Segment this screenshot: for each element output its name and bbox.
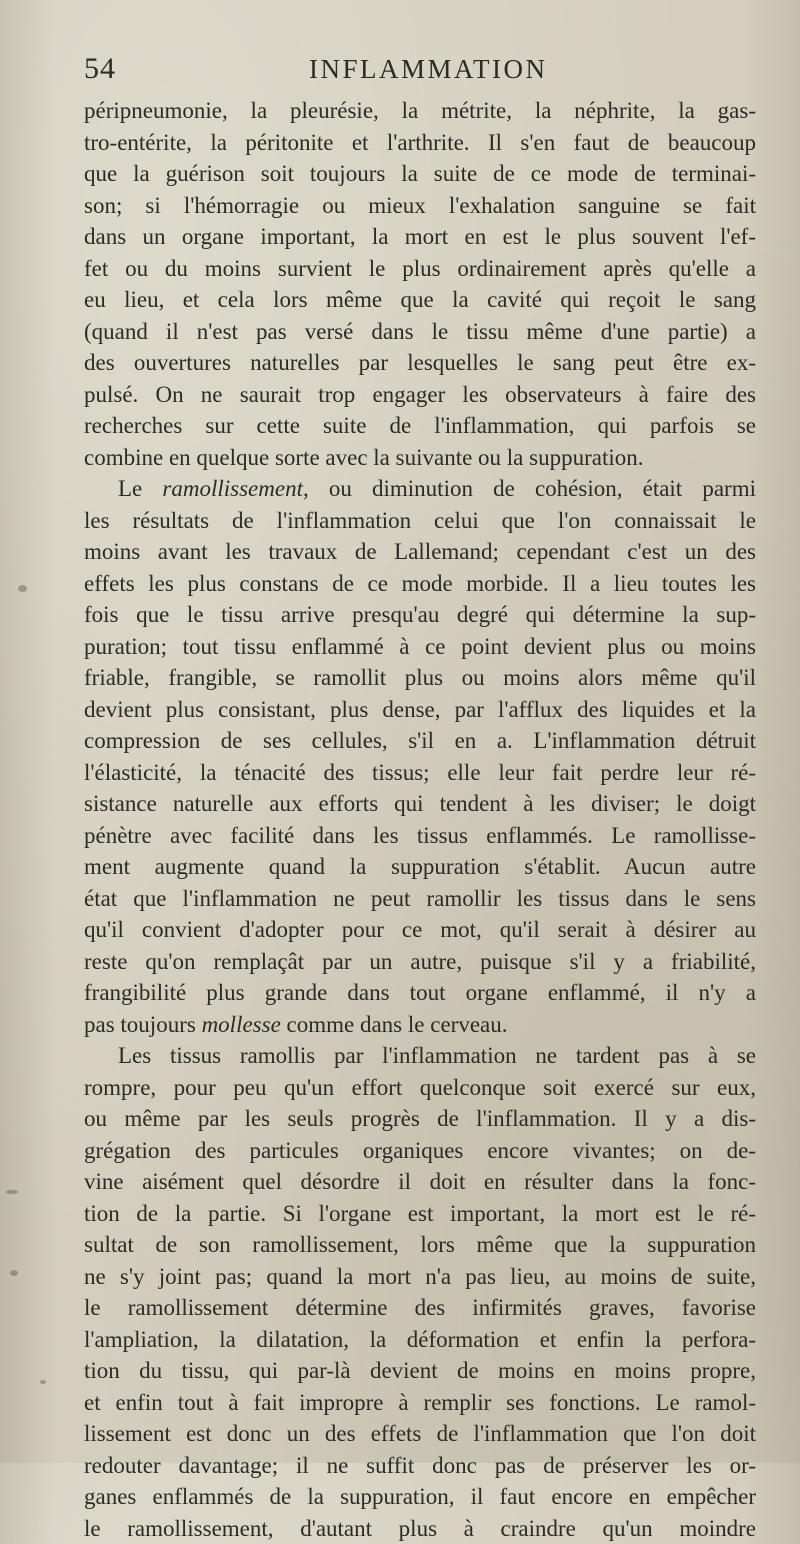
text-line: friable, frangible, se ramollit plus ou moins alors même qu'il: [84, 662, 756, 694]
text-line: effets les plus constans de ce mode morbide. Il a lieu toutes les: [84, 568, 756, 600]
text-line: lissement est donc un des effets de l'inflammation que l'on doit: [84, 1418, 756, 1450]
paper-stain: [6, 1190, 18, 1194]
text-line: sultat de son ramollissement, lors même que la suppuration: [84, 1229, 756, 1261]
text-line: eu lieu, et cela lors même que la cavité qui reçoit le sang: [84, 284, 756, 316]
text-line: tion de la partie. Si l'organe est important, la mort est le ré-: [84, 1198, 756, 1230]
body-text: [84, 95, 756, 1544]
text-line: redouter davantage; il ne suffit donc pas de préserver les or-: [84, 1450, 756, 1482]
paper-stain: [10, 1270, 18, 1276]
text-line: tion du tissu, qui par-là devient de moins en moins propre,: [84, 1355, 756, 1387]
text-line: compression de ses cellules, s'il en a. L'inflammation détruit: [84, 725, 756, 757]
text-line: ganes enflammés de la suppuration, il faut encore en empêcher: [84, 1481, 756, 1513]
text-line: son; si l'hémorragie ou mieux l'exhalation sanguine se fait: [84, 190, 756, 222]
page-number: 54: [84, 52, 116, 86]
text-line: dans un organe important, la mort en est le plus souvent l'ef-: [84, 221, 756, 253]
text-line: Les tissus ramollis par l'inflammation ne tardent pas à se: [84, 1040, 756, 1072]
text-line: grégation des particules organiques encore vivantes; on de-: [84, 1135, 756, 1167]
text-line: le ramollissement, d'autant plus à craindre qu'un moindre: [84, 1513, 756, 1544]
text-line: recherches sur cette suite de l'inflammation, qui parfois se: [84, 410, 756, 442]
text-line: ment augmente quand la suppuration s'établit. Aucun autre: [84, 851, 756, 883]
italic-word: ramollissement: [162, 476, 303, 501]
text-line: le ramollissement détermine des infirmités graves, favorise: [84, 1292, 756, 1324]
text-line: l'élasticité, la ténacité des tissus; elle leur fait perdre leur ré-: [84, 757, 756, 789]
text-line: combine en quelque sorte avec la suivante ou la suppuration.: [84, 442, 756, 474]
text-line: ne s'y joint pas; quand la mort n'a pas lieu, au moins de suite,: [84, 1261, 756, 1293]
text-line: état que l'inflammation ne peut ramollir les tissus dans le sens: [84, 883, 756, 915]
text-line: qu'il convient d'adopter pour ce mot, qu'il serait à désirer au: [84, 914, 756, 946]
text-line: ou même par les seuls progrès de l'inflammation. Il y a dis-: [84, 1103, 756, 1135]
text-line: fet ou du moins survient le plus ordinairement après qu'elle a: [84, 253, 756, 285]
text-line: et enfin tout à fait impropre à remplir ses fonctions. Le ramol-: [84, 1387, 756, 1419]
text-line: Le ramollissement, ou diminution de cohésion, était parmi: [84, 473, 756, 505]
text-line: l'ampliation, la dilatation, la déformation et enfin la perfora-: [84, 1324, 756, 1356]
paper-stain: [18, 585, 27, 592]
text-line: tro-entérite, la péritonite et l'arthrite. Il s'en faut de beaucoup: [84, 127, 756, 159]
text-line: vine aisément quel désordre il doit en résulter dans la fonc-: [84, 1166, 756, 1198]
text-line: devient plus consistant, plus dense, par l'afflux des liquides et la: [84, 694, 756, 726]
page-header: [84, 52, 764, 92]
text-line: puration; tout tissu enflammé à ce point devient plus ou moins: [84, 631, 756, 663]
text-line: reste qu'on remplaçât par un autre, puisque s'il y a friabilité,: [84, 946, 756, 978]
text-line: que la guérison soit toujours la suite de ce mode de terminai-: [84, 158, 756, 190]
text-line: moins avant les travaux de Lallemand; cependant c'est un des: [84, 536, 756, 568]
italic-word: mollesse: [202, 1012, 281, 1037]
text-line: péripneumonie, la pleurésie, la métrite, la néphrite, la gas-: [84, 95, 756, 127]
text-line: sistance naturelle aux efforts qui tendent à les diviser; le doigt: [84, 788, 756, 820]
text-line: des ouvertures naturelles par lesquelles le sang peut être ex-: [84, 347, 756, 379]
text-line: pénètre avec facilité dans les tissus enflammés. Le ramollisse-: [84, 820, 756, 852]
text-line: pulsé. On ne saurait trop engager les observateurs à faire des: [84, 379, 756, 411]
text-line: les résultats de l'inflammation celui que l'on connaissait le: [84, 505, 756, 537]
text-line: frangibilité plus grande dans tout organe enflammé, il n'y a: [84, 977, 756, 1009]
running-title: INFLAMMATION: [309, 54, 548, 85]
text-line: (quand il n'est pas versé dans le tissu même d'une partie) a: [84, 316, 756, 348]
text-line: pas toujours mollesse comme dans le cerveau.: [84, 1009, 756, 1041]
paper-stain: [40, 1380, 46, 1384]
text-line: rompre, pour peu qu'un effort quelconque soit exercé sur eux,: [84, 1072, 756, 1104]
text-line: fois que le tissu arrive presqu'au degré qui détermine la sup-: [84, 599, 756, 631]
